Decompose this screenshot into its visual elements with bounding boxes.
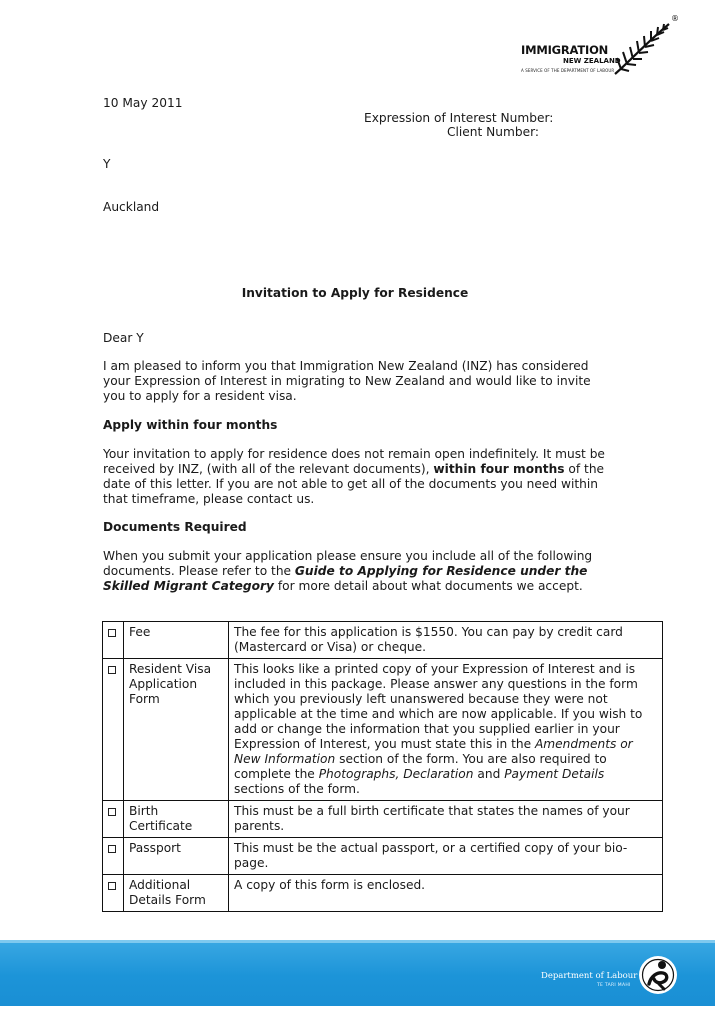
checkbox[interactable]	[108, 666, 116, 674]
documents-table	[102, 621, 663, 912]
client-number-label: Client Number:	[447, 125, 540, 139]
desc-italic: Payment Details	[504, 767, 605, 781]
letter-title: Invitation to Apply for Residence	[241, 286, 469, 300]
document-description: This must be the actual passport, or a certified copy of your bio-page.	[229, 838, 663, 875]
table-row	[103, 875, 663, 912]
table-row	[103, 659, 663, 801]
logo-sub-text: NEW ZEALAND	[563, 57, 621, 65]
checkbox[interactable]	[108, 629, 116, 637]
document-description	[229, 659, 663, 801]
desc-text: sections of the form.	[234, 782, 360, 796]
desc-text: and	[473, 767, 505, 781]
table-row	[103, 801, 663, 838]
document-name: Resident Visa Application Form	[124, 659, 229, 801]
footer-band	[0, 940, 715, 1006]
desc-text: This looks like a printed copy of your Expression of Interest and is included in this package. Please answer any questions in the form which you previously left unanswered because they were not applicable at the time and which are now applicable. If you wish to add or change the information that you supplied earlier in your Expression of Interest, you must state this in the	[234, 662, 643, 751]
document-description: A copy of this form is enclosed.	[229, 875, 663, 912]
document-name: Additional Details Form	[124, 875, 229, 912]
document-description: The fee for this application is $1550. You can pay by credit card (Mastercard or Visa) or cheque.	[229, 622, 663, 659]
desc-italic: Photographs, Declaration	[318, 767, 474, 781]
docs-text-b: for more detail about what documents we accept.	[273, 579, 583, 593]
checkbox-cell	[103, 875, 124, 912]
registered-mark: ®	[671, 14, 679, 23]
table-row	[103, 622, 663, 659]
apply-text-a: Your invitation to apply for residence does not remain open indefinitely. It must be received by INZ, (with all of the relevant documents),	[103, 447, 605, 476]
footer-stripe	[0, 940, 715, 943]
checkbox[interactable]	[108, 808, 116, 816]
logo-tagline: A SERVICE OF THE DEPARTMENT OF LABOUR	[521, 68, 615, 73]
guide-title: Guide to Applying for Residence under the Skilled Migrant Category	[103, 564, 588, 593]
recipient-city: Auckland	[103, 200, 160, 214]
silver-fern-icon	[611, 18, 677, 76]
salutation: Dear Y	[103, 331, 144, 345]
desc-text: section of the form. You are also required to complete the	[234, 752, 607, 781]
desc-italic: Amendments or New Information	[234, 737, 633, 766]
docs-text-a: When you submit your application please ensure you include all of the following documents. Please refer to the	[103, 549, 593, 578]
document-name: Fee	[124, 622, 229, 659]
document-description: This must be a full birth certificate that states the names of your parents.	[229, 801, 663, 838]
checkbox-cell	[103, 838, 124, 875]
checkbox-cell	[103, 659, 124, 801]
logo-main-text: IMMIGRATION	[521, 43, 609, 57]
checkbox[interactable]	[108, 845, 116, 853]
checkbox-cell	[103, 801, 124, 838]
intro-paragraph: I am pleased to inform you that Immigration New Zealand (INZ) has considered your Expression of Interest in migrating to New Zealand and would like to invite you to apply for a resident visa.	[103, 359, 591, 403]
eoi-number-label: Expression of Interest Number:	[364, 111, 554, 125]
department-logo-icon	[637, 954, 679, 996]
recipient-name: Y	[103, 157, 111, 171]
document-name: Birth Certificate	[124, 801, 229, 838]
apply-text-bold: within four months	[433, 462, 565, 476]
letter-date: 10 May 2011	[103, 96, 183, 110]
apply-text-b: of the date of this letter. If you are not able to get all of the documents you need within that timeframe, please contact us.	[103, 462, 605, 506]
department-maori-name: TE TARI MAHI	[597, 983, 631, 988]
inz-logo	[517, 14, 687, 76]
heading-documents: Documents Required	[103, 520, 247, 534]
checkbox[interactable]	[108, 882, 116, 890]
checkbox-cell	[103, 622, 124, 659]
department-name: Department of Labour	[541, 971, 638, 981]
table-row	[103, 838, 663, 875]
apply-paragraph	[103, 447, 615, 507]
document-name: Passport	[124, 838, 229, 875]
documents-paragraph	[103, 549, 615, 594]
heading-apply-within: Apply within four months	[103, 418, 278, 432]
